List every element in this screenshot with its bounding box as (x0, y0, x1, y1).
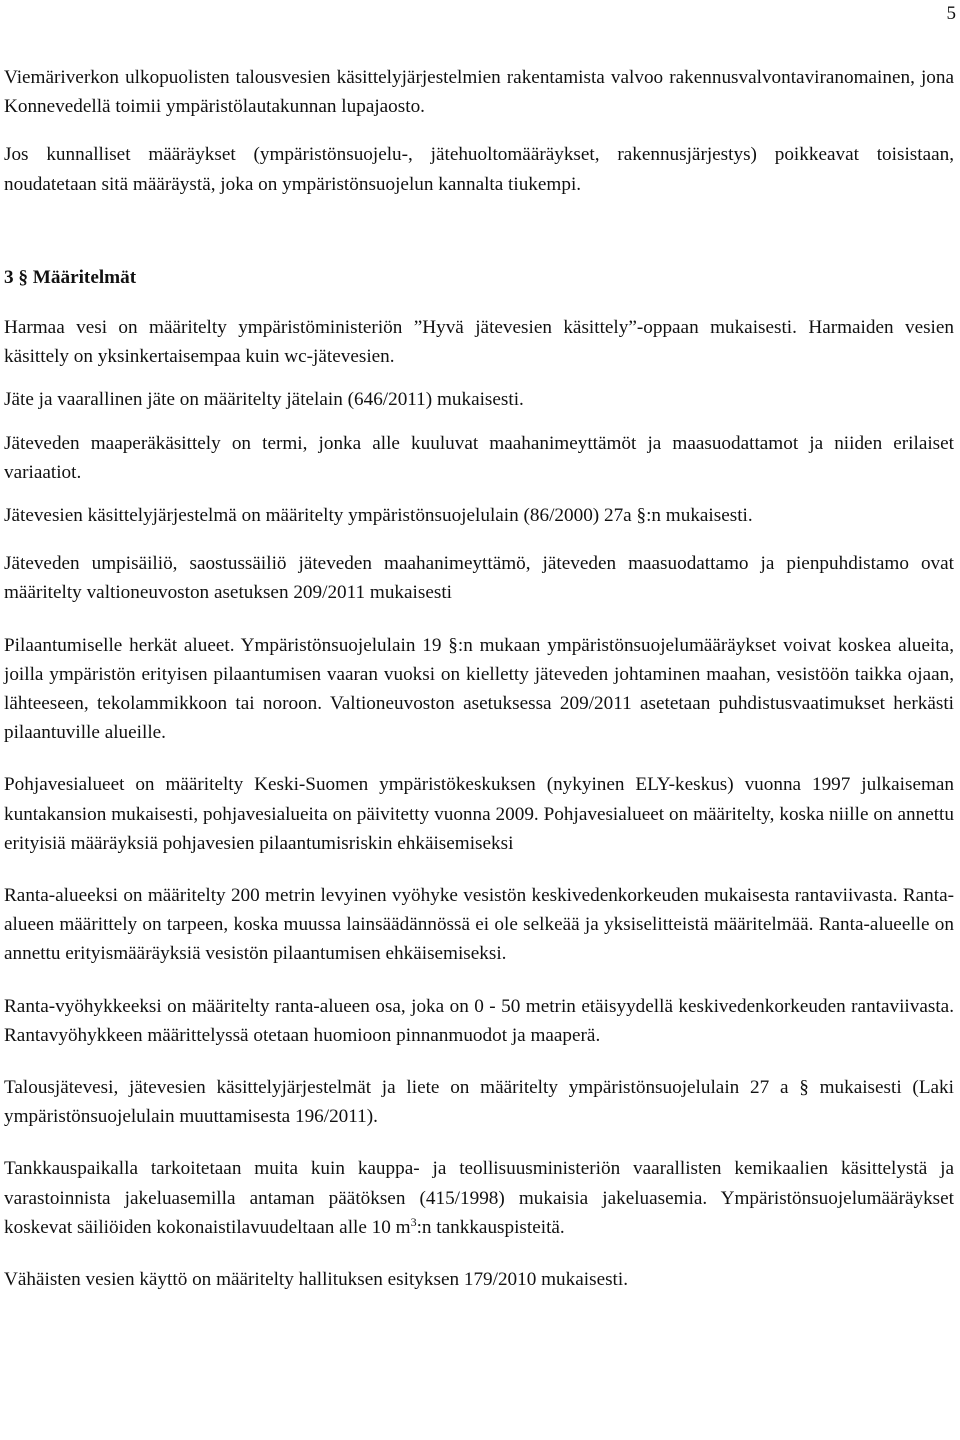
document-body (4, 63, 954, 1294)
paragraph-rakennusvalvonta: Viemäriverkon ulkopuolisten talousvesien käsittelyjärjestelmien rakentamista valvoo rakennusvalvontaviranomainen, jona Konnevedellä toimii ympäristölautakunnan lupajaosto. (4, 67, 954, 118)
paragraph-umpisailio: Jäteveden umpisäiliö, saostussäiliö jäteveden maahanimeyttämö, jäteveden maasuodattamo ja pienpuhdistamo ovat määritelty valtioneuvoston asetuksen 209/2011 mukaisesti (4, 553, 954, 604)
paragraph-maaraykset: Jos kunnalliset määräykset (ympäristönsuojelu-, jätehuoltomääräykset, rakennusjärjestys) poikkeavat toisistaan, noudatetaan sitä määräystä, joka on ympäristönsuojelun kannalta tiukempi. (4, 144, 954, 195)
paragraph-pohjavesialueet: Pohjavesialueet on määritelty Keski-Suomen ympäristökeskuksen (nykyinen ELY-keskus) vuonna 1997 julkaiseman kuntakansion mukaisesti, pohjavesialueita on päivitetty vuonna 2009. Pohjavesialueet on määritelty, koska niille on annettu erityisiä määräyksiä pohjavesien pilaantumisriskin ehkäisemiseksi (4, 774, 954, 854)
paragraph-rantavyohyke: Ranta-vyöhykkeeksi on määritelty ranta-alueen osa, joka on 0 - 50 metrin etäisyydellä keskivedenkorkeuden rantaviivasta. Rantavyöhykkeen määrittelyssä otetaan huomioon pinnanmuodot ja maaperä. (4, 995, 954, 1046)
tankkaus-text-end: :n tankkauspisteitä. (416, 1216, 565, 1238)
paragraph-ranta-alue: Ranta-alueeksi on määritelty 200 metrin levyinen vyöhyke vesistön keskivedenkorkeuden mukaisesta rantaviivasta. Ranta-alueen määrittely on tarpeen, koska muussa lainsäädännössä ei ole selkeää ja yksiselitteistä määritelmää. Ranta-alueelle on annettu erityismääräyksiä vesistön pilaantumisen ehkäisemiseksi. (4, 885, 954, 965)
paragraph-maaperakasittely: Jäteveden maaperäkäsittely on termi, jonka alle kuuluvat maahanimeyttämöt ja maasuodattamot ja niiden erilaiset variaatiot. (4, 432, 954, 483)
tankkaus-text: Tankkauspaikalla tarkoitetaan muita kuin kauppa- ja teollisuusministeriön vaarallisten kemikaalien käsittelystä ja varastoinnista jakeluasemilla antaman päätöksen (415/1998) mukaisia jakeluasemia. Ympäristönsuojelumääräykset koskevat säiliöiden kokonaistilavuudeltaan alle 10 m (4, 1158, 954, 1238)
paragraph-vahaiset-vedet: Vähäisten vesien käyttö on määritelty hallituksen esityksen 179/2010 mukaisesti. (4, 1269, 629, 1291)
paragraph-tankkauspaikka (4, 1154, 954, 1242)
paragraph-pilaantumiselle-herkat: Pilaantumiselle herkät alueet. Ympäristönsuojelulain 19 §:n mukaan ympäristönsuojelumääräykset voivat koskea alueita, joilla ympäristön erityisen pilaantumisen vaaran vuoksi on kielletty jäteveden johtaminen maahan, vesistöön taikka ojaan, lähteeseen, tekolammikkoon tai noroon. Valtioneuvoston asetuksessa 209/2011 asetetaan puhdistusvaatimukset herkästi pilaantuville alueille. (4, 634, 954, 744)
section-heading: 3 § Määritelmät (4, 266, 137, 288)
page-number: 5 (946, 3, 956, 24)
paragraph-kasittelyjarjestelma: Jätevesien käsittelyjärjestelmä on määritelty ympäristönsuojelulain (86/2000) 27a §:n mukaisesti. (4, 505, 753, 527)
paragraph-harmaa-vesi: Harmaa vesi on määritelty ympäristöministeriön ”Hyvä jätevesien käsittely”-oppaan mukaisesti. Harmaiden vesien käsittely on yksinkertaisempaa kuin wc-jätevesien. (4, 317, 954, 368)
paragraph-jate: Jäte ja vaarallinen jäte on määritelty jätelain (646/2011) mukaisesti. (4, 389, 524, 411)
superscript-cubed: 3 (410, 1214, 417, 1229)
paragraph-talousjatevesi: Talousjätevesi, jätevesien käsittelyjärjestelmät ja liete on määritelty ympäristönsuojelulain 27 a § mukaisesti (Laki ympäristönsuojelulain muuttamisesta 196/2011). (4, 1077, 954, 1128)
